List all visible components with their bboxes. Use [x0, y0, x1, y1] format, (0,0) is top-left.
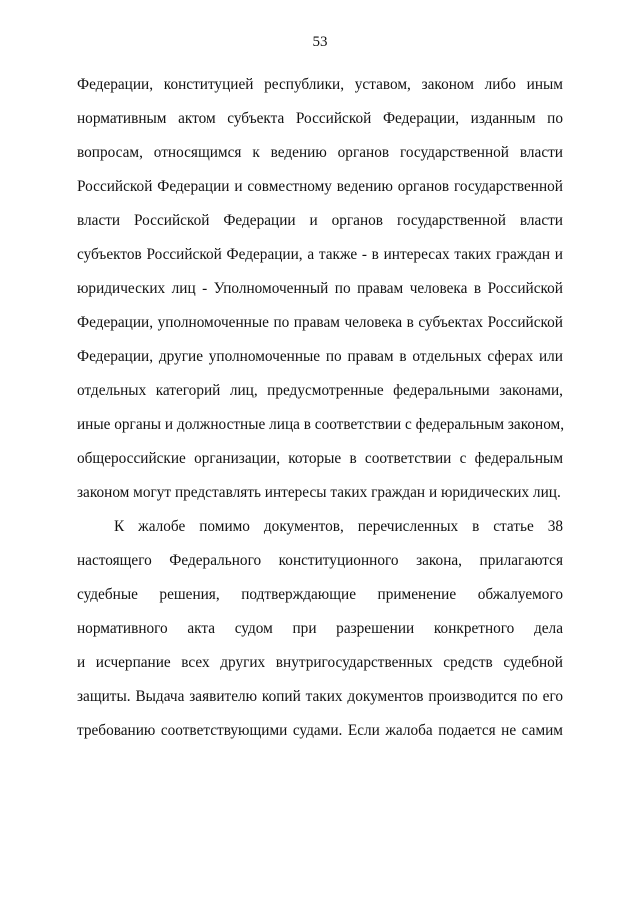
text-line: общероссийские организации, которые в соответствии с федеральным [77, 450, 563, 467]
text-line: К жалобе помимо документов, перечисленных в статье 38 [114, 518, 563, 535]
text-line: власти Российской Федерации и органов государственной власти [77, 212, 563, 229]
text-line: отдельных категорий лиц, предусмотренные федеральными законами, [77, 382, 563, 399]
text-line: иные органы и должностные лица в соответствии с федеральным законом, [77, 416, 565, 433]
text-line: Российской Федерации и совместному ведению органов государственной [77, 178, 563, 195]
text-line: защиты. Выдача заявителю копий таких документов производится по его [77, 688, 563, 705]
text-line: требованию соответствующими судами. Если жалоба подается не самим [77, 722, 563, 739]
text-line: и исчерпание всех других внутригосударственных средств судебной [77, 654, 563, 671]
text-line: юридических лиц - Уполномоченный по правам человека в Российской [77, 280, 563, 297]
text-line: Федерации, уполномоченные по правам человека в субъектах Российской [77, 314, 563, 331]
text-line: Федерации, конституцией республики, уставом, законом либо иным [77, 76, 563, 93]
text-line: субъектов Российской Федерации, а также - в интересах таких граждан и [77, 246, 563, 263]
text-line: Федерации, другие уполномоченные по правам в отдельных сферах или [77, 348, 563, 365]
text-line: судебные решения, подтверждающие применение обжалуемого [77, 586, 563, 603]
text-line: нормативным актом субъекта Российской Федерации, изданным по [77, 110, 563, 127]
text-line: законом могут представлять интересы таких граждан и юридических лиц. [77, 484, 561, 501]
document-body [77, 68, 563, 748]
text-line: нормативного акта судом при разрешении конкретного дела [77, 620, 563, 637]
paragraph-1 [77, 68, 563, 510]
paragraph-2 [77, 510, 563, 748]
text-line: вопросам, относящимся к ведению органов государственной власти [77, 144, 563, 161]
text-line: настоящего Федерального конституционного закона, прилагаются [77, 552, 563, 569]
page-number: 53 [312, 34, 328, 50]
